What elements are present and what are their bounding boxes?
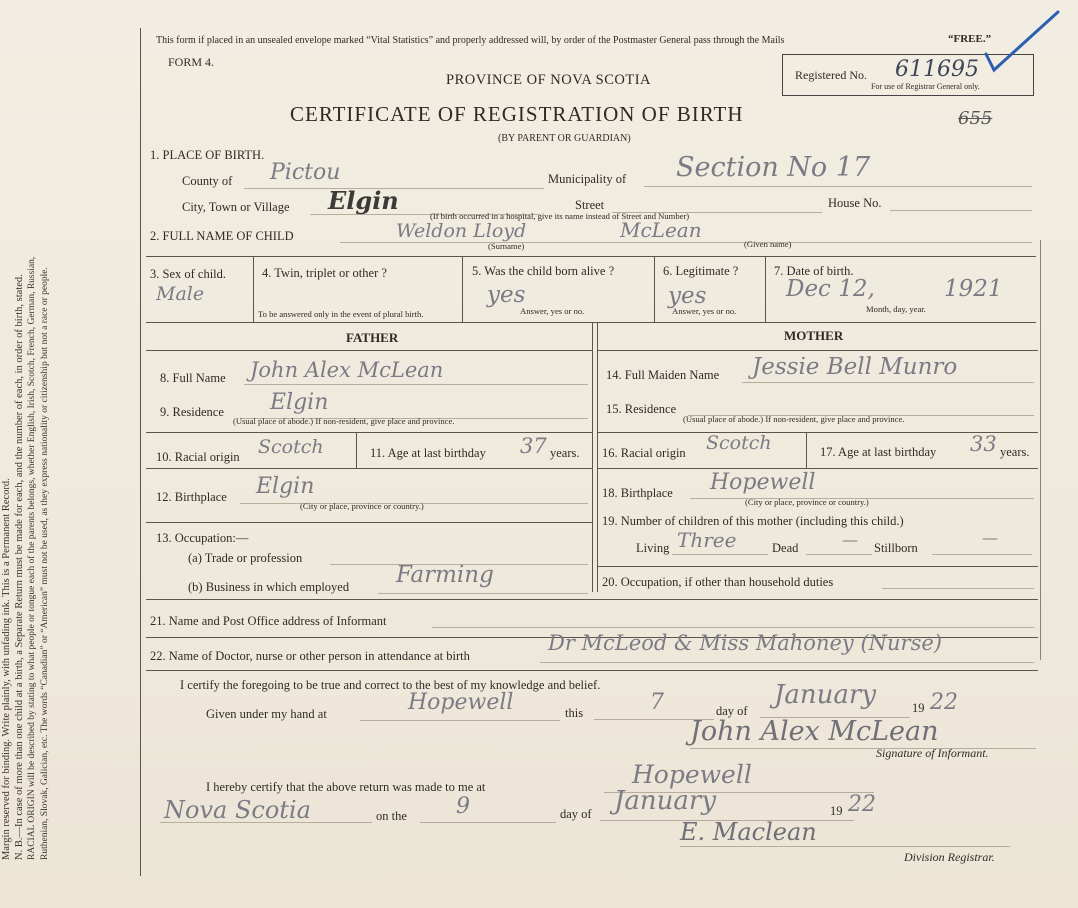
father-years-label: years.	[550, 446, 580, 460]
free-label: “FREE.”	[948, 33, 992, 45]
father-birthplace-note: (City or place, province or country.)	[300, 501, 424, 511]
certify-statement: I certify the foregoing to be true and correct to the best of my knowledge and belief.	[180, 678, 601, 692]
col-divider	[765, 256, 766, 322]
father-race-value: Scotch	[258, 436, 324, 458]
mother-birthplace-label: 18. Birthplace	[602, 486, 673, 500]
father-age-value: 37	[520, 434, 547, 458]
certificate-subtitle: (BY PARENT OR GUARDIAN)	[498, 133, 631, 144]
informant-signature-label: Signature of Informant.	[876, 746, 989, 760]
father-name-line	[244, 384, 588, 385]
children-count-label: 19. Number of children of this mother (including this child.)	[602, 514, 904, 528]
father-birthplace-label: 12. Birthplace	[156, 490, 227, 504]
surname-note: (Surname)	[488, 241, 525, 251]
dead-line	[806, 554, 872, 555]
stillborn-line	[932, 554, 1032, 555]
sex-label: 3. Sex of child.	[150, 267, 227, 281]
informant-year-prefix: 19	[912, 701, 925, 715]
mother-name-label: 14. Full Maiden Name	[606, 368, 720, 382]
living-line	[672, 554, 768, 555]
father-age-label: 11. Age at last birthday	[370, 446, 486, 460]
parents-divider	[592, 322, 593, 592]
date-note: Month, day, year.	[866, 304, 926, 314]
registrar-signature: E. Maclean	[680, 818, 817, 846]
county-label: County of	[182, 174, 233, 188]
house-no-line	[890, 210, 1032, 211]
mother-residence-label: 15. Residence	[606, 402, 677, 416]
parents-divider	[597, 322, 598, 592]
informant-address-line	[432, 627, 1034, 628]
father-race-rule	[146, 432, 592, 433]
father-birthplace-value: Elgin	[256, 474, 315, 499]
alive-note: Answer, yes or no.	[520, 306, 585, 316]
given-place-line	[360, 720, 560, 721]
father-occupation-rule	[146, 522, 592, 523]
registrar-year-prefix: 19	[830, 804, 843, 818]
registrar-signature-line	[680, 846, 1010, 847]
doctor-line	[540, 662, 1034, 663]
check-mark-icon	[980, 8, 1070, 78]
mother-name-line	[742, 382, 1034, 383]
mother-age-label: 17. Age at last birthday	[820, 445, 937, 459]
doctor-label: 22. Name of Doctor, nurse or other person in attendance at birth	[150, 649, 470, 663]
registrar-on-label: on the	[376, 809, 407, 823]
registrar-year-value: 22	[848, 792, 876, 817]
informant-month-value: January	[774, 680, 877, 710]
registrar-month-value: January	[614, 786, 717, 816]
margin-line-3: RACIAL ORIGIN will be described by stating to what people or tongue each of the parents belongs, whether English, Irish, Scotch, French, German, Russian,	[27, 256, 37, 860]
doctor-value: Dr McLeod & Miss Mahoney (Nurse)	[548, 631, 942, 655]
col-divider	[462, 256, 463, 322]
father-residence-value: Elgin	[270, 390, 329, 415]
business-label: (b) Business in which employed	[188, 580, 350, 594]
mother-age-value: 33	[970, 432, 997, 456]
registered-number: 611695	[895, 57, 979, 82]
mother-occupation-rule	[598, 566, 1038, 567]
place-of-birth-label: 1. PLACE OF BIRTH.	[150, 148, 265, 162]
sex-value: Male	[156, 283, 205, 305]
legitimate-note: Answer, yes or no.	[672, 306, 737, 316]
mother-birthplace-note: (City or place, province or country.)	[745, 497, 869, 507]
municipality-value: Section No 17	[676, 152, 871, 183]
father-age-divider	[356, 432, 357, 468]
informant-top-rule	[146, 599, 1038, 600]
father-heading: FATHER	[346, 330, 399, 345]
alive-label: 5. Was the child born alive ?	[472, 264, 615, 278]
municipality-label: Municipality of	[548, 172, 627, 186]
year-value: 1921	[944, 276, 1003, 302]
alive-value: yes	[487, 282, 526, 308]
registered-label: Registered No.	[795, 68, 867, 82]
mother-age-divider	[806, 432, 807, 468]
registrar-signature-label: Division Registrar.	[904, 850, 995, 864]
this-label: this	[565, 706, 584, 720]
legitimate-label: 6. Legitimate ?	[663, 264, 739, 278]
father-age-rule	[146, 468, 592, 469]
margin-line-4: Ruthenian, Slovak, Galician, etc. The words “Canadian” or “American” must not be used, as they express nationality or citizenship but not a race or people.	[40, 267, 50, 860]
row-top-rule	[146, 256, 1036, 257]
father-residence-label: 9. Residence	[160, 405, 224, 419]
province-title: PROVINCE OF NOVA SCOTIA	[446, 72, 651, 88]
mother-years-label: years.	[1000, 445, 1030, 459]
father-rule	[146, 350, 592, 351]
mother-age-rule	[598, 468, 1038, 469]
registrar-day-line	[420, 822, 556, 823]
right-rule	[1040, 240, 1041, 660]
registrar-day-value: 9	[456, 794, 470, 819]
trade-label: (a) Trade or profession	[188, 551, 303, 565]
margin-rule	[140, 28, 141, 876]
mother-heading: MOTHER	[784, 328, 844, 343]
dead-label: Dead	[772, 541, 799, 555]
margin-line-2: N. B.—In case of more than one child at a birth, a Separate Return must be made for each, and the number of each, in order of birth, stated.	[14, 274, 25, 860]
informant-day-value: 7	[650, 690, 664, 715]
certificate-title: CERTIFICATE OF REGISTRATION OF BIRTH	[290, 102, 744, 126]
city-label: City, Town or Village	[182, 200, 290, 214]
father-name-value: John Alex McLean	[250, 358, 444, 382]
registrar-province-value: Nova Scotia	[164, 796, 311, 824]
twin-note: To be answered only in the event of plural birth.	[258, 309, 424, 319]
mother-rule	[598, 350, 1038, 351]
informant-dayof-label: day of	[716, 704, 748, 718]
informant-bottom-rule	[146, 670, 1038, 671]
hospital-note: (If birth occurred in a hospital, give its name instead of Street and Number)	[430, 211, 690, 221]
mother-race-label: 16. Racial origin	[602, 446, 686, 460]
margin-instructions	[0, 100, 80, 860]
dead-value: —	[842, 530, 858, 549]
street-label: Street	[575, 198, 605, 212]
corner-number: 655	[958, 108, 993, 129]
registrar-certify: I hereby certify that the above return was made to me at	[206, 780, 486, 794]
father-residence-note: (Usual place of abode.) If non-resident, give place and province.	[233, 416, 455, 426]
business-line	[378, 593, 588, 594]
father-occupation-label: 13. Occupation:—	[156, 531, 249, 545]
child-surname: McLean	[620, 218, 702, 242]
row-bottom-rule	[146, 322, 1036, 323]
registrar-place-value: Hopewell	[632, 760, 752, 789]
father-name-label: 8. Full Name	[160, 371, 226, 385]
registrar-use-note: For use of Registrar General only.	[871, 82, 980, 91]
given-under-label: Given under my hand at	[206, 707, 327, 721]
child-name-line	[340, 242, 1032, 243]
twin-label: 4. Twin, triplet or other ?	[262, 266, 387, 280]
date-label: 7. Date of birth.	[774, 264, 854, 278]
county-value: Pictou	[270, 160, 341, 185]
given-place-value: Hopewell	[408, 690, 514, 715]
given-name-note: (Given name)	[744, 239, 792, 249]
legitimate-value: yes	[668, 283, 707, 309]
mother-residence-note: (Usual place of abode.) If non-resident, give place and province.	[683, 414, 905, 424]
living-value: Three	[677, 528, 737, 552]
mother-race-value: Scotch	[706, 432, 772, 454]
margin-line-1: Margin reserved for binding. Write plainly, with unfading ink. This is a Permanent Record.	[1, 478, 12, 860]
house-no-label: House No.	[828, 196, 882, 210]
col-divider	[253, 256, 254, 322]
mailing-notice: This form if placed in an unsealed envelope marked “Vital Statistics” and properly addressed will, by order of the Postmaster General pass through the Mails	[156, 35, 785, 46]
stillborn-label: Stillborn	[874, 541, 918, 555]
living-label: Living	[636, 541, 670, 555]
date-value: Dec 12,	[786, 276, 875, 302]
city-value: Elgin	[328, 186, 399, 215]
informant-signature: John Alex McLean	[690, 716, 939, 747]
mother-occupation-label: 20. Occupation, if other than household duties	[602, 575, 834, 589]
stillborn-value: —	[982, 528, 998, 547]
child-given-names: Weldon Lloyd	[396, 220, 527, 242]
form-number: FORM 4.	[168, 55, 215, 69]
col-divider	[654, 256, 655, 322]
mother-name-value: Jessie Bell Munro	[752, 354, 958, 380]
father-race-label: 10. Racial origin	[156, 450, 240, 464]
municipality-line	[644, 186, 1032, 187]
business-value: Farming	[396, 562, 494, 588]
informant-address-label: 21. Name and Post Office address of Informant	[150, 614, 387, 628]
child-name-label: 2. FULL NAME OF CHILD	[150, 229, 294, 243]
mother-birthplace-value: Hopewell	[710, 470, 816, 495]
informant-year-value: 22	[930, 690, 958, 715]
registrar-dayof-label: day of	[560, 807, 592, 821]
mother-occupation-line	[882, 588, 1034, 589]
